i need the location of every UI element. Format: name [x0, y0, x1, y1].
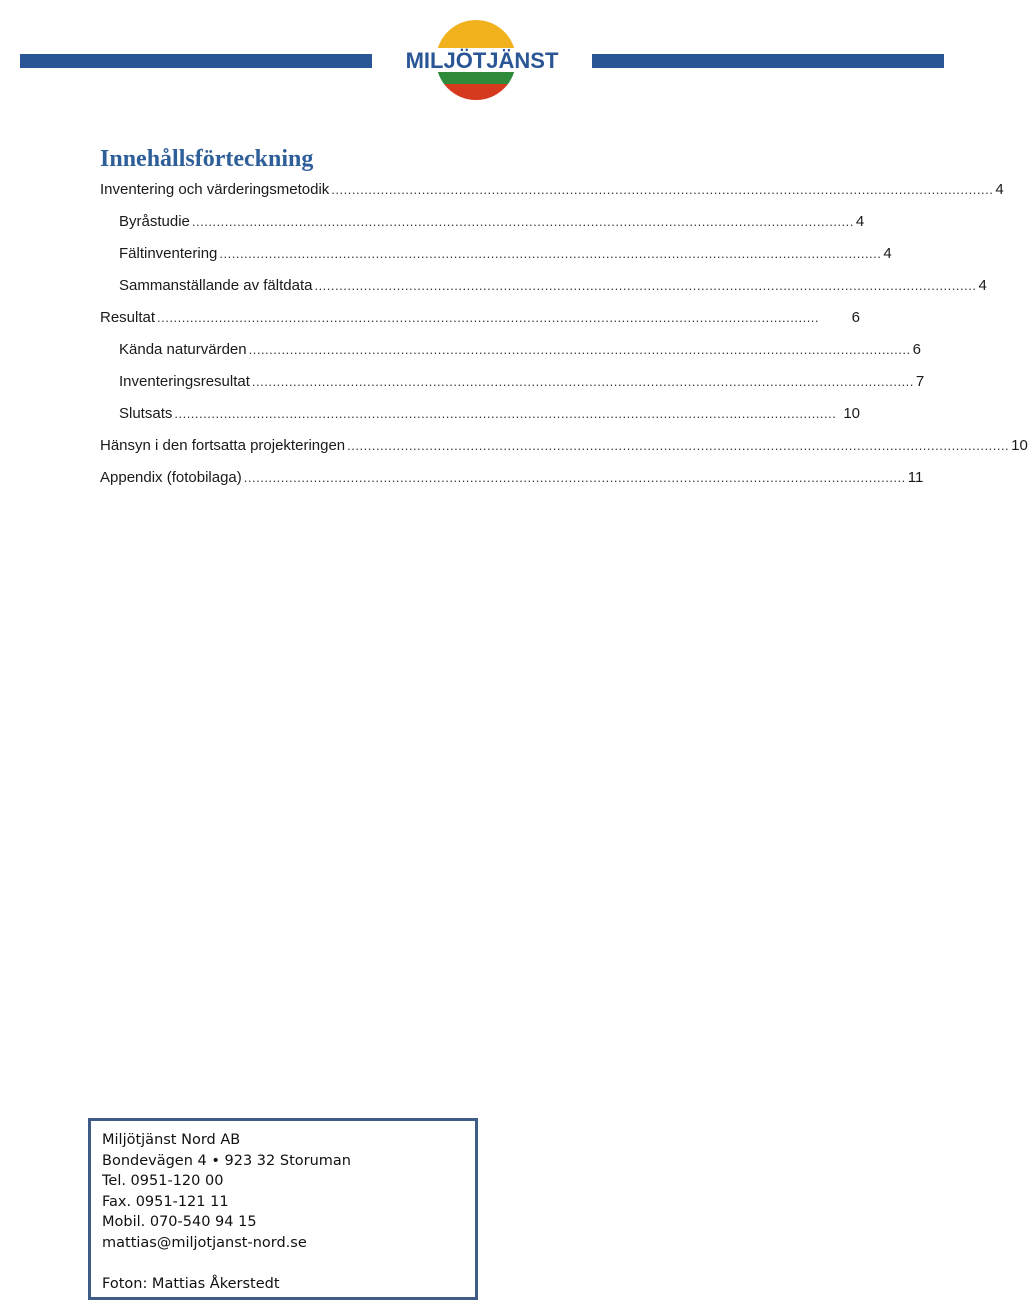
logo-text: MILJÖTJÄNST — [405, 48, 559, 73]
toc-entry[interactable] — [100, 370, 925, 402]
toc-entry[interactable] — [100, 242, 892, 274]
toc-entry[interactable] — [100, 338, 921, 370]
toc-entry-label: Hänsyn i den fortsatta projekteringen — [100, 437, 346, 454]
toc-leader-dots: ................................................................................................................................................................. — [219, 246, 882, 261]
toc-leader-dots: ................................................................................................................................................................. — [157, 310, 820, 325]
photo-credit: Foton: Mattias Åkerstedt — [102, 1276, 280, 1293]
toc-entry-page: 10 — [843, 405, 860, 422]
toc-entry-label: Sammanställande av fältdata — [119, 277, 313, 294]
toc-entry-page: 10 — [1011, 437, 1028, 454]
contact-box — [88, 1118, 478, 1300]
table-of-contents — [100, 178, 1028, 498]
toc-leader-dots: ................................................................................................................................................................. — [248, 342, 911, 357]
toc-entry-page: 11 — [907, 469, 924, 486]
toc-leader-dots: ................................................................................................................................................................. — [174, 406, 837, 421]
header-bar-right — [592, 54, 944, 68]
toc-entry-label: Appendix (fotobilaga) — [100, 469, 242, 486]
toc-leader-dots: ................................................................................................................................................................. — [331, 182, 994, 197]
toc-entry-label: Inventering och värderingsmetodik — [100, 181, 330, 198]
header-bar-left — [20, 54, 372, 68]
toc-entry-label: Resultat — [100, 309, 156, 326]
toc-entry-page: 4 — [855, 213, 865, 230]
toc-leader-dots: ................................................................................................................................................................. — [347, 438, 1010, 453]
toc-entry[interactable] — [100, 178, 1004, 210]
miljotjanst-logo — [378, 14, 588, 106]
fax-number: Fax. 0951-121 11 — [102, 1193, 229, 1210]
toc-entry-page: 6 — [851, 309, 860, 326]
toc-entry[interactable] — [100, 274, 987, 306]
email-address[interactable]: mattias@miljotjanst-nord.se — [102, 1234, 307, 1251]
toc-entry-page: 7 — [915, 373, 925, 390]
toc-entry[interactable] — [100, 434, 1028, 466]
toc-entry-label: Kända naturvärden — [119, 341, 247, 358]
toc-entry-label: Byråstudie — [119, 213, 190, 230]
company-name: Miljötjänst Nord AB — [102, 1132, 241, 1148]
toc-entry[interactable] — [100, 210, 865, 242]
toc-entry-page: 6 — [912, 341, 921, 358]
toc-entry[interactable] — [100, 466, 924, 498]
toc-entry-page: 4 — [883, 245, 892, 262]
toc-leader-dots: ................................................................................................................................................................. — [243, 470, 906, 485]
company-address: Bondevägen 4 • 923 32 Storuman — [102, 1152, 351, 1169]
phone-number: Tel. 0951-120 00 — [102, 1173, 224, 1190]
toc-entry-label: Slutsats — [119, 405, 173, 422]
toc-entry[interactable] — [100, 402, 860, 434]
toc-leader-dots: ................................................................................................................................................................. — [191, 214, 854, 229]
toc-entry-label: Fältinventering — [119, 245, 218, 262]
toc-entry-page: 4 — [978, 277, 987, 294]
mobile-number: Mobil. 070-540 94 15 — [102, 1214, 257, 1231]
toc-leader-dots: ................................................................................................................................................................. — [314, 278, 977, 293]
page-header — [0, 0, 960, 110]
toc-leader-dots: ................................................................................................................................................................. — [251, 374, 914, 389]
toc-title: Innehållsförteckning — [100, 146, 314, 172]
toc-entry-label: Inventeringsresultat — [119, 373, 250, 390]
toc-entry-page: 4 — [995, 181, 1004, 198]
spacer — [102, 1254, 475, 1275]
toc-entry[interactable] — [100, 306, 860, 338]
